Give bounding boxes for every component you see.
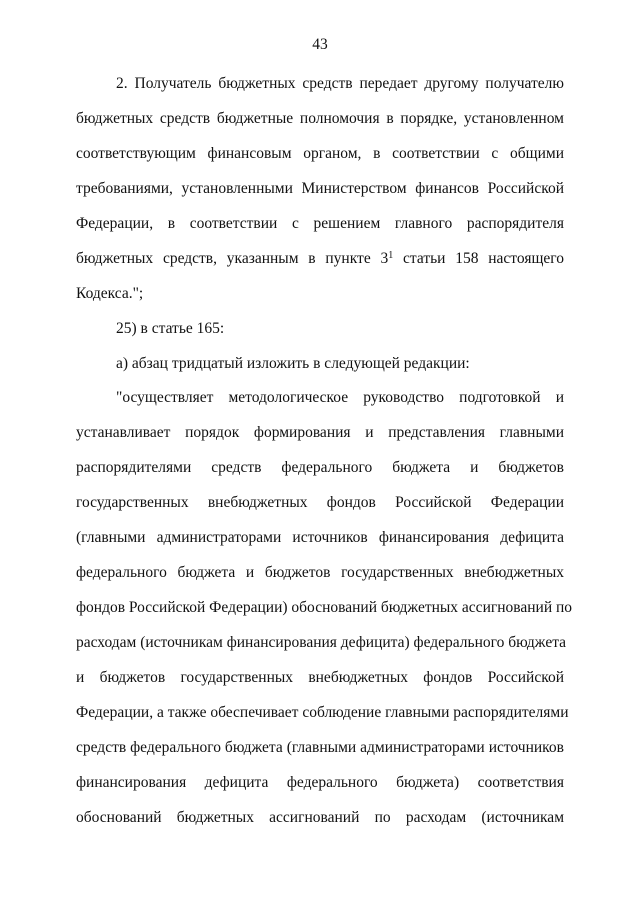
superscript: 1 [388, 250, 394, 261]
text-segment: бюджетных средств, указанным в пункте 3 [76, 250, 389, 267]
text-line: (главными администраторами источников финансирования дефицита [76, 529, 564, 546]
text-line: расходам (источникам финансирования дефицита) федерального бюджета [76, 634, 567, 651]
text-line: Кодекса."; [76, 285, 144, 302]
text-line: фондов Российской Федерации) обоснований бюджетных ассигнований по [76, 599, 573, 616]
text-line: и бюджетов государственных внебюджетных фондов Российской [76, 669, 564, 686]
text-line: а) абзац тридцатый изложить в следующей редакции: [116, 355, 470, 372]
text-line: требованиями, установленными Министерством финансов Российской [76, 180, 564, 197]
text-segment: статьи 158 настоящего [403, 250, 564, 267]
text-line: распорядителями средств федерального бюджета и бюджетов [76, 459, 564, 476]
text-line: соответствующим финансовым органом, в соответствии с общими [76, 145, 564, 162]
text-line: обоснований бюджетных ассигнований по расходам (источникам [76, 809, 564, 826]
text-line: финансирования дефицита федерального бюджета) соответствия [76, 774, 564, 791]
text-line: "осуществляет методологическое руководство подготовкой и [116, 389, 564, 406]
text-line: 2. Получатель бюджетных средств передает другому получателю [116, 75, 564, 92]
page-number: 43 [312, 36, 328, 53]
text-line: бюджетных средств бюджетные полномочия в порядке, установленном [76, 110, 564, 127]
text-line: государственных внебюджетных фондов Российской Федерации [76, 494, 564, 511]
text-line: устанавливает порядок формирования и представления главными [76, 424, 564, 441]
text-line [76, 247, 564, 271]
text-line: Федерации, а также обеспечивает соблюдение главными распорядителями [76, 704, 569, 721]
text-line: Федерации, в соответствии с решением главного распорядителя [76, 215, 564, 232]
text-line: федерального бюджета и бюджетов государственных внебюджетных [76, 564, 564, 581]
text-line: средств федерального бюджета (главными администраторами источников [76, 739, 564, 756]
text-line: 25) в статье 165: [116, 320, 225, 337]
